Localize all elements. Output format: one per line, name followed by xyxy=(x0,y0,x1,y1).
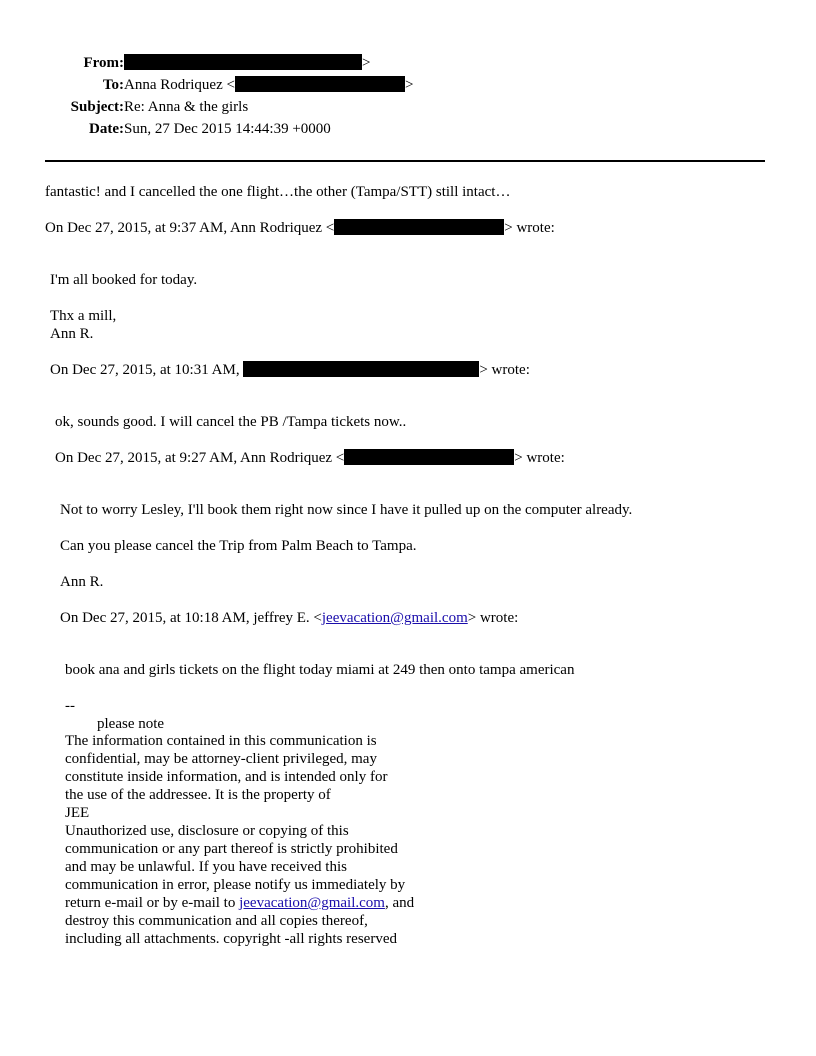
signature-dashes: -- xyxy=(65,698,75,714)
quote-prefix: On Dec 27, 2015, at 9:37 AM, Ann Rodriquez < xyxy=(45,220,335,236)
email-link[interactable]: jeevacation@gmail.com xyxy=(321,610,468,626)
to-value xyxy=(124,76,413,94)
redaction-box xyxy=(344,449,514,465)
message-text: I'm all booked for today. xyxy=(50,272,198,288)
email-link[interactable]: jeevacation@gmail.com xyxy=(239,895,385,911)
quote-prefix: On Dec 27, 2015, at 10:18 AM, jeffrey E. < xyxy=(60,610,322,626)
quote-suffix: > wrote: xyxy=(504,220,555,236)
disclaimer-line: confidential, may be attorney-client privileged, may xyxy=(65,751,377,767)
redaction-box xyxy=(334,219,504,235)
disclaimer-line: JEE xyxy=(65,805,90,821)
from-value xyxy=(124,54,370,72)
disclaimer-line: and may be unlawful. If you have received this xyxy=(65,859,347,875)
message-text: Ann R. xyxy=(50,326,94,342)
from-label: From: xyxy=(83,55,124,71)
quote-attribution xyxy=(60,609,518,627)
quote-prefix: On Dec 27, 2015, at 9:27 AM, Ann Rodriquez < xyxy=(55,450,345,466)
quote-attribution xyxy=(50,361,530,379)
quote-attribution xyxy=(45,219,555,237)
to-label: To: xyxy=(102,77,124,93)
date-label: Date: xyxy=(89,121,124,137)
quote-prefix: On Dec 27, 2015, at 10:31 AM, xyxy=(50,362,240,378)
disclaimer-line: destroy this communication and all copies thereof, xyxy=(65,913,368,929)
disclaimer-email-suffix: , and xyxy=(384,895,415,911)
message-text: Not to worry Lesley, I'll book them right now since I have it pulled up on the computer already. xyxy=(60,502,633,518)
disclaimer-line: communication or any part thereof is strictly prohibited xyxy=(65,841,398,857)
quote-suffix: > wrote: xyxy=(479,362,530,378)
disclaimer-line: communication in error, please notify us immediately by xyxy=(65,877,406,893)
disclaimer-line: The information contained in this communication is xyxy=(65,733,377,749)
header-divider xyxy=(45,160,765,162)
disclaimer-line: the use of the addressee. It is the property of xyxy=(65,787,331,803)
from-suffix: > xyxy=(362,55,371,71)
disclaimer-email-line xyxy=(65,894,414,912)
message-text: Ann R. xyxy=(60,574,104,590)
redaction-box xyxy=(124,54,362,70)
message-text: book ana and girls tickets on the flight today miami at 249 then onto tampa american xyxy=(65,662,575,678)
disclaimer-line: including all attachments. copyright -all rights reserved xyxy=(65,931,397,947)
subject-label: Subject: xyxy=(70,99,124,115)
disclaimer-email-prefix: return e-mail or by e-mail to xyxy=(65,895,240,911)
redaction-box xyxy=(235,76,405,92)
redaction-box xyxy=(243,361,479,377)
signature-note: please note xyxy=(97,716,165,732)
message-text: Can you please cancel the Trip from Palm Beach to Tampa. xyxy=(60,538,417,554)
date-value: Sun, 27 Dec 2015 14:44:39 +0000 xyxy=(124,121,331,137)
quote-suffix: > wrote: xyxy=(514,450,565,466)
quote-suffix: > wrote: xyxy=(467,610,519,626)
message-text: ok, sounds good. I will cancel the PB /Tampa tickets now.. xyxy=(55,414,407,430)
disclaimer-line: Unauthorized use, disclosure or copying of this xyxy=(65,823,349,839)
disclaimer xyxy=(65,732,414,948)
message-text: fantastic! and I cancelled the one flight…the other (Tampa/STT) still intact… xyxy=(45,184,511,200)
subject-value: Re: Anna & the girls xyxy=(124,99,249,115)
message-text: Thx a mill, xyxy=(50,308,117,324)
to-suffix: > xyxy=(404,77,414,93)
to-name: Anna Rodriquez < xyxy=(124,77,235,93)
disclaimer-line: constitute inside information, and is intended only for xyxy=(65,769,388,785)
quote-attribution xyxy=(55,449,565,467)
